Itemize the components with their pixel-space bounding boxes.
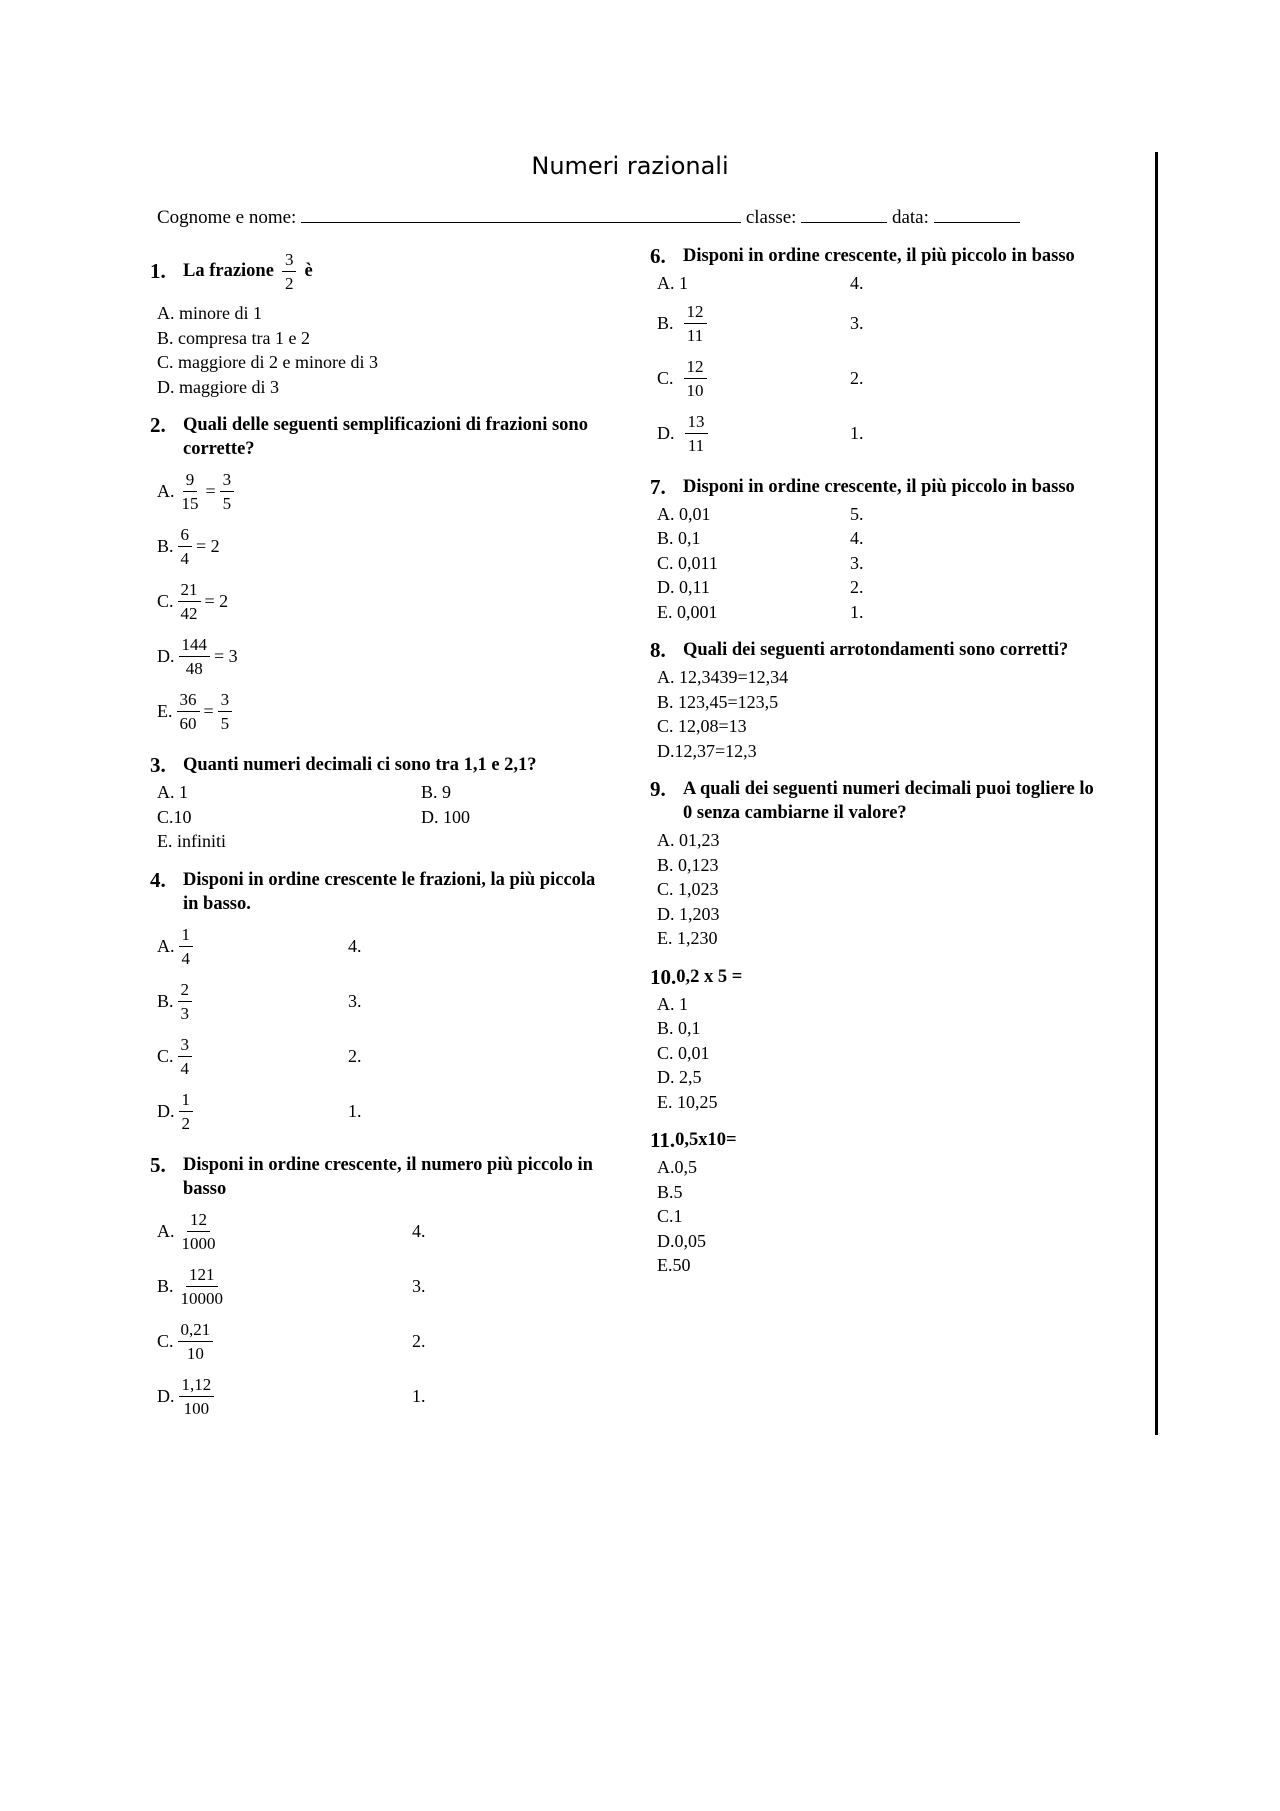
numerator: 121 xyxy=(186,1266,218,1287)
option: C.10 xyxy=(157,806,192,827)
option-label: A. 1 xyxy=(657,273,688,293)
question-number: 3. xyxy=(150,753,166,777)
option-letter: A. xyxy=(157,481,175,501)
numerator: 3 xyxy=(178,1036,193,1057)
option: C.1 xyxy=(657,1206,683,1226)
numerator: 36 xyxy=(177,691,200,712)
numerator: 12 xyxy=(684,303,707,324)
question-number: 7. xyxy=(650,474,666,499)
denominator: 15 xyxy=(181,494,199,513)
question-number: 10. xyxy=(650,964,677,989)
option-label: A. 0,01 xyxy=(657,503,711,524)
denominator: 42 xyxy=(180,604,198,623)
question-3 xyxy=(150,753,600,854)
question-text: Disponi in ordine crescente, il più piccolo in basso xyxy=(683,246,1075,266)
rank-slot: 5. xyxy=(850,503,864,524)
option-a xyxy=(150,464,600,519)
option: D.12,37=12,3 xyxy=(657,740,757,761)
rank-slot: 2. xyxy=(412,1330,426,1351)
option-a xyxy=(150,919,600,974)
equals: = 3 xyxy=(214,646,238,666)
denominator: 5 xyxy=(220,714,230,733)
denominator: 4 xyxy=(181,948,190,968)
option-b xyxy=(650,296,1100,351)
option-d xyxy=(150,1084,600,1139)
option xyxy=(650,575,1100,600)
rank-slot: 4. xyxy=(850,528,864,548)
question-1-head xyxy=(150,244,600,298)
question-2 xyxy=(150,413,600,739)
option-letter: D. xyxy=(157,1385,175,1406)
denominator: 48 xyxy=(185,659,203,678)
question-11 xyxy=(650,1128,1100,1278)
option-c xyxy=(650,351,1100,406)
question-5-head xyxy=(150,1153,600,1201)
numerator: 6 xyxy=(178,526,193,547)
rank-slot: 3. xyxy=(850,312,864,333)
option: B. compresa tra 1 e 2 xyxy=(157,327,310,348)
denominator: 4 xyxy=(180,1058,190,1078)
numerator: 13 xyxy=(685,413,708,434)
option-letter: C. xyxy=(157,591,174,611)
question-number: 4. xyxy=(150,867,166,892)
question-text: Quali dei seguenti arrotondamenti sono corretti? xyxy=(683,640,1069,660)
rank-slot: 1. xyxy=(348,1100,362,1121)
rank-slot: 3. xyxy=(412,1275,426,1296)
option: A.0,5 xyxy=(657,1157,697,1177)
numerator: 3 xyxy=(220,471,235,492)
fraction xyxy=(177,691,200,732)
question-text-before: La frazione xyxy=(183,261,274,281)
rank-slot: 3. xyxy=(348,990,362,1011)
option-a xyxy=(650,271,1100,296)
question-7-head xyxy=(650,475,1100,499)
option-d xyxy=(150,629,600,684)
option-a xyxy=(150,1204,600,1259)
name-blank xyxy=(301,205,741,223)
fraction xyxy=(179,1091,194,1132)
option-letter: D. xyxy=(657,422,675,443)
right-column xyxy=(650,244,1100,1292)
option: A. minore di 1 xyxy=(157,303,262,323)
question-text: Quali delle seguenti semplificazioni di frazioni sono corrette? xyxy=(183,415,588,459)
option: C. maggiore di 2 e minore di 3 xyxy=(157,352,378,372)
fraction xyxy=(684,303,707,344)
question-2-head xyxy=(150,413,600,461)
question-number: 5. xyxy=(150,1152,166,1177)
option-letter: B. xyxy=(657,312,674,333)
numerator: 9 xyxy=(183,471,198,492)
question-4-head xyxy=(150,868,600,916)
fraction xyxy=(178,581,201,622)
question-number: 6. xyxy=(650,244,666,268)
question-number: 1. xyxy=(150,259,166,283)
option: D. 1,203 xyxy=(657,903,720,924)
fraction xyxy=(282,251,297,292)
option: B. 0,1 xyxy=(657,1018,701,1038)
question-number: 8. xyxy=(650,638,666,662)
option-letter: C. xyxy=(157,1045,174,1066)
left-column xyxy=(150,244,600,1438)
denominator: 4 xyxy=(180,549,190,568)
fraction xyxy=(178,981,193,1022)
class-label: classe: xyxy=(745,207,797,228)
rank-slot: 1. xyxy=(850,601,864,622)
option: D. 2,5 xyxy=(657,1067,702,1087)
equals: = xyxy=(203,701,214,721)
option-letter: E. xyxy=(157,701,173,721)
option-row xyxy=(150,805,600,830)
question-9 xyxy=(650,777,1100,951)
fraction xyxy=(178,1036,193,1077)
numerator: 1 xyxy=(179,1091,194,1112)
rank-slot: 4. xyxy=(348,935,362,956)
fraction xyxy=(178,1321,214,1362)
option: E. 1,230 xyxy=(657,928,718,948)
question-10-head xyxy=(650,965,1100,989)
option: E.50 xyxy=(657,1255,691,1275)
option-c xyxy=(150,1029,600,1084)
option xyxy=(650,551,1100,576)
fraction xyxy=(178,1266,227,1307)
rank-slot: 2. xyxy=(850,577,864,597)
option-letter: A. xyxy=(157,1220,175,1241)
question-text-after: è xyxy=(304,261,313,281)
denominator: 1000 xyxy=(181,1233,216,1253)
option: D. 100 xyxy=(421,806,470,827)
option-label: E. 0,001 xyxy=(657,601,718,622)
option-b xyxy=(150,1259,600,1314)
rank-slot: 3. xyxy=(850,552,864,573)
question-3-head xyxy=(150,753,600,777)
numerator: 144 xyxy=(179,636,211,657)
question-text: Quanti numeri decimali ci sono tra 1,1 e 2,1? xyxy=(183,755,537,775)
option: A. 12,3439=12,34 xyxy=(657,667,789,687)
question-number: 9. xyxy=(650,777,666,801)
option-letter: A. xyxy=(157,935,175,956)
fraction xyxy=(179,471,202,512)
date-blank xyxy=(934,205,1020,223)
question-text: A quali dei seguenti numeri decimali puoi togliere lo 0 senza cambiarne il valore? xyxy=(683,779,1094,823)
option-letter: D. xyxy=(157,1100,175,1121)
denominator: 2 xyxy=(284,273,294,293)
question-7 xyxy=(650,475,1100,625)
option-label: C. 0,011 xyxy=(657,552,718,573)
question-text: 0,2 x 5 = xyxy=(676,966,743,987)
denominator: 60 xyxy=(179,714,197,733)
question-number: 11. xyxy=(650,1128,676,1152)
option: E. 10,25 xyxy=(657,1091,718,1112)
fraction xyxy=(685,413,708,454)
option-c xyxy=(150,1314,600,1369)
option: E. infiniti xyxy=(157,831,226,851)
question-6-head xyxy=(650,244,1100,268)
margin-rule xyxy=(1155,152,1158,1435)
fraction xyxy=(178,526,193,567)
rank-slot: 4. xyxy=(850,273,864,293)
option-letter: B. xyxy=(157,1275,174,1296)
numerator: 12 xyxy=(684,358,707,379)
question-text: Disponi in ordine crescente, il numero più piccolo in basso xyxy=(183,1154,593,1199)
option xyxy=(650,600,1100,625)
question-number: 2. xyxy=(150,413,166,437)
numerator: 1,12 xyxy=(179,1376,215,1397)
option-row xyxy=(150,780,600,805)
fraction-result xyxy=(220,471,235,512)
option: A. 1 xyxy=(657,993,688,1014)
option-d xyxy=(150,1369,600,1424)
option: D.0,05 xyxy=(657,1230,706,1251)
option-label: D. 0,11 xyxy=(657,577,710,597)
question-11-head xyxy=(650,1128,1100,1152)
option-b xyxy=(150,519,600,574)
numerator: 1 xyxy=(179,926,194,947)
equals: = 2 xyxy=(204,591,229,611)
denominator: 10 xyxy=(186,1343,204,1363)
fraction xyxy=(179,926,194,967)
option: B. 123,45=123,5 xyxy=(657,691,779,712)
name-label: Cognome e nome: xyxy=(157,207,297,228)
equals: = xyxy=(205,481,216,501)
option: A. 1 xyxy=(157,782,188,802)
numerator: 2 xyxy=(178,981,193,1002)
numerator: 0,21 xyxy=(178,1321,214,1342)
rank-slot: 1. xyxy=(412,1385,426,1406)
option: C. 0,01 xyxy=(657,1042,710,1063)
option-letter: C. xyxy=(657,367,674,388)
denominator: 100 xyxy=(183,1398,210,1418)
option xyxy=(650,526,1100,551)
option-letter: C. xyxy=(157,1330,174,1351)
question-text: 0,5x10= xyxy=(675,1130,737,1150)
denominator: 5 xyxy=(222,494,232,513)
option: C. 1,023 xyxy=(657,879,719,899)
option: D. maggiore di 3 xyxy=(157,376,279,397)
student-info-line xyxy=(157,205,1020,229)
option-letter: D. xyxy=(157,646,175,666)
numerator: 3 xyxy=(282,251,297,272)
numerator: 12 xyxy=(187,1211,210,1232)
denominator: 10000 xyxy=(180,1288,224,1308)
question-10 xyxy=(650,965,1100,1115)
question-1 xyxy=(150,244,600,399)
question-9-head xyxy=(650,777,1100,825)
date-label: data: xyxy=(891,207,929,228)
fraction xyxy=(179,1376,215,1417)
question-text: Disponi in ordine crescente, il più piccolo in basso xyxy=(683,476,1075,497)
option-letter: B. xyxy=(157,536,174,556)
option-e xyxy=(150,684,600,739)
option: C. 12,08=13 xyxy=(657,716,747,736)
fraction xyxy=(684,358,707,399)
class-blank xyxy=(801,205,887,223)
numerator: 21 xyxy=(178,581,201,602)
rank-slot: 1. xyxy=(850,422,864,443)
fraction-result xyxy=(218,691,233,732)
option-c xyxy=(150,574,600,629)
option-b xyxy=(150,974,600,1029)
question-8-head xyxy=(650,638,1100,662)
option: B. 0,123 xyxy=(657,854,719,875)
option: B. 9 xyxy=(421,782,452,802)
option-label: B. 0,1 xyxy=(657,528,701,548)
question-6 xyxy=(650,244,1100,461)
question-4 xyxy=(150,868,600,1139)
equals: = 2 xyxy=(196,536,220,556)
fraction xyxy=(179,636,211,677)
fraction xyxy=(179,1211,219,1252)
rank-slot: 4. xyxy=(412,1220,426,1241)
question-5 xyxy=(150,1153,600,1424)
rank-slot: 2. xyxy=(850,367,864,388)
denominator: 3 xyxy=(180,1003,190,1023)
question-8 xyxy=(650,638,1100,763)
question-text: Disponi in ordine crescente le frazioni, la più piccola in basso. xyxy=(183,869,596,914)
question-text xyxy=(183,251,600,292)
option-d xyxy=(650,406,1100,461)
numerator: 3 xyxy=(218,691,233,712)
option xyxy=(650,502,1100,527)
option: A. 01,23 xyxy=(657,830,720,850)
denominator: 11 xyxy=(686,325,704,345)
denominator: 2 xyxy=(181,1113,190,1133)
option-letter: B. xyxy=(157,990,174,1011)
denominator: 10 xyxy=(686,380,704,400)
option: B.5 xyxy=(657,1181,683,1202)
rank-slot: 2. xyxy=(348,1045,362,1066)
page-title: Numeri razionali xyxy=(531,152,729,180)
denominator: 11 xyxy=(687,435,705,455)
